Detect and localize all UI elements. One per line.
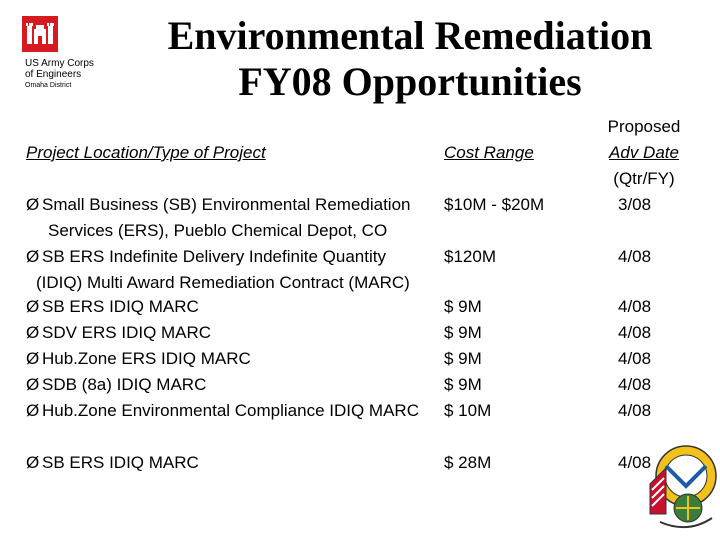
cost-value: $ 9M (444, 297, 482, 316)
project-item (26, 320, 211, 346)
cost-value: $10M - $20M (444, 195, 545, 214)
cost-value: $ 9M (444, 323, 482, 342)
arrow-bullet-icon: Ø (26, 453, 40, 472)
date-value: 4/08 (618, 453, 652, 472)
column-header-date-line-1: Proposed (607, 117, 681, 136)
arrow-bullet-icon: Ø (26, 375, 40, 394)
project-name: SDB (8a) IDIQ MARC (42, 375, 207, 394)
cost-value: $ 9M (444, 349, 482, 368)
project-name-continued: (IDIQ) Multi Award Remediation Contract (MARC) (36, 273, 410, 292)
unit-crest-icon (636, 438, 718, 536)
column-header-date-line-2: Adv Date (609, 143, 679, 162)
arrow-bullet-icon: Ø (26, 401, 40, 420)
arrow-bullet-icon: Ø (26, 195, 40, 214)
project-item (26, 244, 410, 296)
arrow-bullet-icon: Ø (26, 297, 40, 316)
project-name-continued: Services (ERS), Pueblo Chemical Depot, CO (48, 221, 388, 240)
column-header-project: Project Location/Type of Project (26, 143, 266, 162)
date-value: 4/08 (618, 375, 652, 394)
cost-value: $ 9M (444, 375, 482, 394)
cost-value: $ 10M (444, 401, 492, 420)
project-name: SB ERS Indefinite Delivery Indefinite Quantity (42, 247, 386, 266)
column-header-cost: Cost Range (444, 143, 534, 162)
project-item (26, 372, 206, 398)
project-name: Hub.Zone Environmental Compliance IDIQ MARC (42, 401, 419, 420)
project-item (26, 346, 251, 372)
org-line-2: of Engineers (25, 69, 82, 80)
arrow-bullet-icon: Ø (26, 323, 40, 342)
date-value: 4/08 (618, 323, 652, 342)
project-name: Hub.Zone ERS IDIQ MARC (42, 349, 251, 368)
usace-castle-logo (22, 16, 58, 52)
org-line-3: Omaha District (25, 82, 72, 89)
arrow-bullet-icon: Ø (26, 349, 40, 368)
date-value: 4/08 (618, 349, 652, 368)
date-value: 3/08 (618, 195, 652, 214)
project-name: Small Business (SB) Environmental Remediation (42, 195, 411, 214)
project-item (26, 450, 199, 476)
arrow-bullet-icon: Ø (26, 247, 40, 266)
cost-value: $120M (444, 247, 496, 266)
project-name: SB ERS IDIQ MARC (42, 297, 199, 316)
project-name: SDV ERS IDIQ MARC (42, 323, 212, 342)
date-value: 4/08 (618, 247, 652, 266)
project-item (26, 294, 199, 320)
org-line-1: US Army Corps (25, 58, 94, 69)
project-item (26, 192, 411, 244)
date-value: 4/08 (618, 297, 652, 316)
project-name: SB ERS IDIQ MARC (42, 453, 199, 472)
cost-value: $ 28M (444, 453, 492, 472)
project-item (26, 398, 419, 424)
column-header-date-line-3: (Qtr/FY) (613, 169, 675, 188)
page-title-line-2: FY08 Opportunities (238, 59, 582, 104)
date-value: 4/08 (618, 401, 652, 420)
page-title-line-1: Environmental Remediation (167, 13, 653, 58)
